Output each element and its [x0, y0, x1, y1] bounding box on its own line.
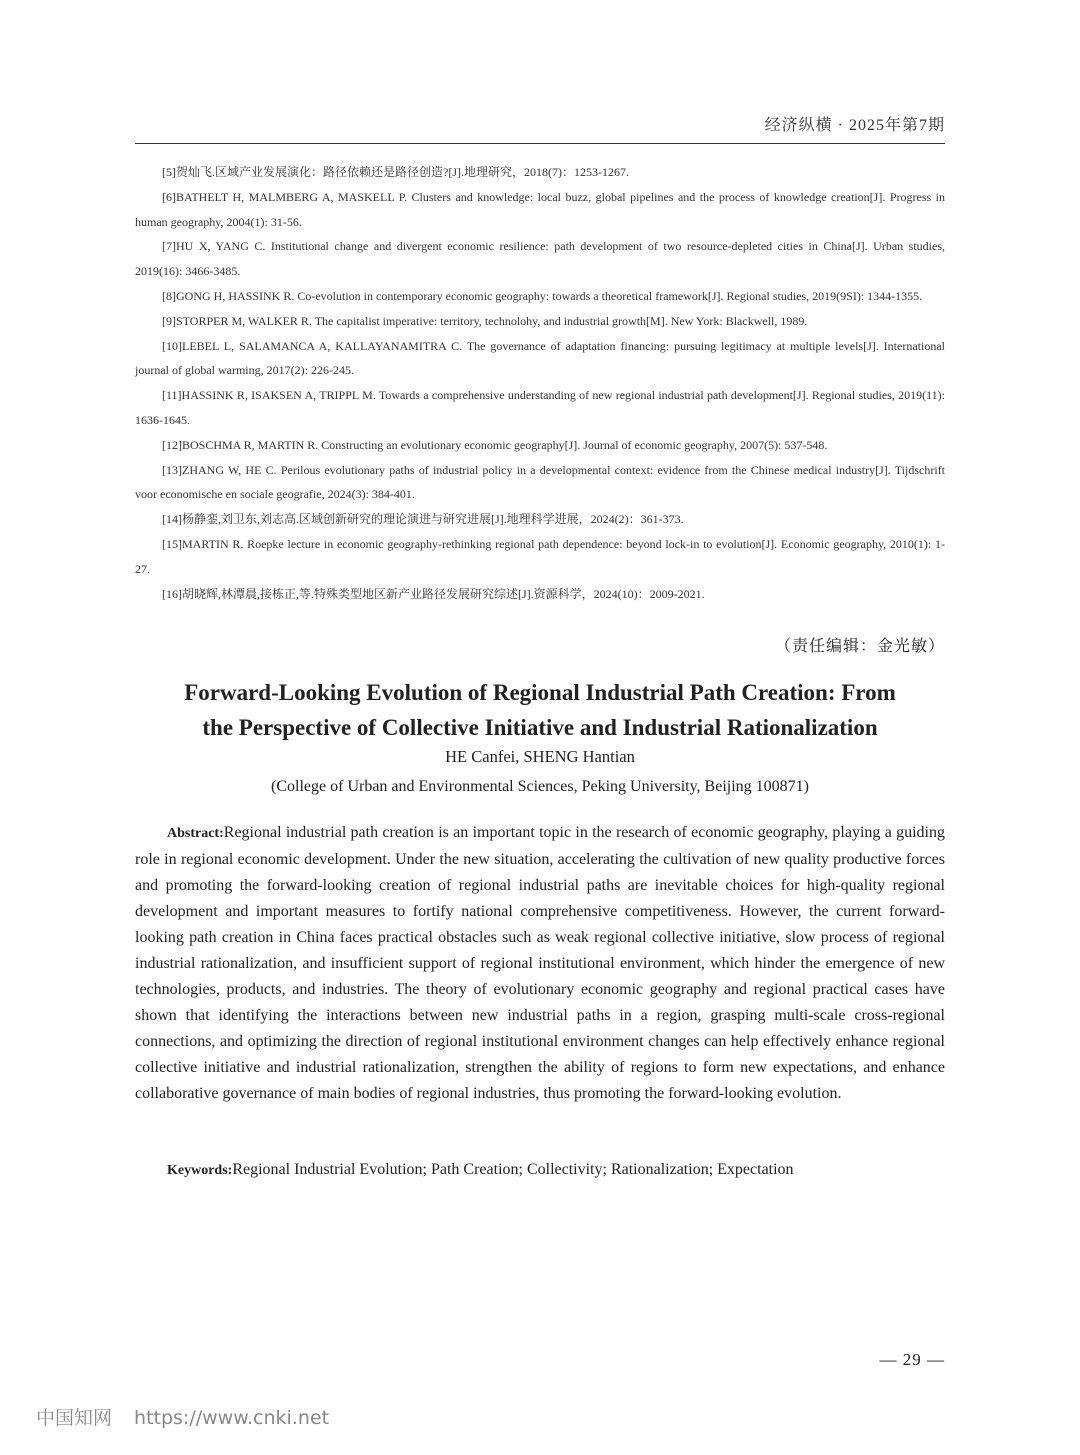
- reference-item: [5]贺灿飞.区域产业发展演化：路径依赖还是路径创造?[J].地理研究，2018(7)：1253-1267.: [162, 165, 629, 179]
- editor-note: （责任编辑：金光敏）: [774, 638, 945, 655]
- running-header: 经济纵横 · 2025年第7期: [764, 117, 945, 134]
- watermark-url: https://www.cnki.net: [134, 1407, 330, 1429]
- keywords-text: Regional Industrial Evolution; Path Creation; Collectivity; Rationalization; Expectation: [232, 1161, 794, 1178]
- title-line-2: the Perspective of Collective Initiative and Industrial Rationalization: [202, 715, 878, 740]
- keywords-label: Keywords:: [167, 1163, 233, 1178]
- reference-item: [11]HASSINK R, ISAKSEN A, TRIPPL M. Towards a comprehensive understanding of new regional industrial path development[J]. Regional studies, 2019(11): 1636-1645.: [135, 388, 945, 427]
- reference-item: [13]ZHANG W, HE C. Perilous evolutionary paths of industrial policy in a developmental context: evidence from the Chinese medical industry[J]. Tijdschrift voor economische en sociale geografie, 2024(3): 384-401.: [135, 462, 945, 502]
- reference-item: [6]BATHELT H, MALMBERG A, MASKELL P. Clusters and knowledge: local buzz, global pipelines and the process of knowledge creation[J]. Progress in human geography, 2004(1): 31-56.: [135, 189, 945, 229]
- abstract-text: Regional industrial path creation is an important topic in the research of economic geography, playing a guiding role in regional economic development. Under the new situation, accelerating the cultivation of new quality productive forces and promoting the forward-looking creation of regional industrial paths are inevitable choices for high-quality regional development and important measures to fortify national comprehensive competitiveness. However, the current forward-looking path creation in China faces practical obstacles such as weak regional collective initiative, slow process of regional industrial rationalization, and insufficient support of regional institutional environment, which hinder the emergence of new technologies, products, and industries. The theory of evolutionary economic geography and regional practical cases have shown that identifying the interactions between new industrial paths in a region, grasping multi-scale cross-regional connections, and optimizing the direction of regional institutional environment changes can help effectively enhance regional collective initiative and industrial rationalization, strengthen the ability of regions to form new expectations, and enhance collaborative governance of main bodies of regional industries, thus promoting the forward-looking evolution.: [135, 824, 945, 1102]
- article-title: [120, 675, 960, 745]
- reference-item: [14]杨静銮,刘卫东,刘志高.区域创新研究的理论演进与研究进展[J].地理科学进展，2024(2)：361-373.: [162, 512, 684, 527]
- watermark: [36, 1403, 329, 1430]
- reference-item: [10]LEBEL L, SALAMANCA A, KALLAYANAMITRA C. The governance of adaptation financing: pursuing legitimacy at multiple levels[J]. International journal of global warming, 2017(2): 226-245.: [135, 338, 945, 378]
- title-line-1: Forward-Looking Evolution of Regional Industrial Path Creation: From: [184, 680, 896, 705]
- watermark-brand: 中国知网: [36, 1407, 113, 1429]
- reference-item: [8]GONG H, HASSINK R. Co-evolution in contemporary economic geography: towards a theoretical framework[J]. Regional studies, 2019(9SI): 1344-1355.: [162, 288, 923, 303]
- reference-item: [9]STORPER M, WALKER R. The capitalist imperative: territory, technolohy, and industrial growth[M]. New York: Blackwell, 1989.: [162, 313, 808, 328]
- reference-item: [16]胡晓辉,林潭晨,接栋正,等.特殊类型地区新产业路径发展研究综述[J].资源科学，2024(10)：2009-2021.: [162, 586, 705, 601]
- header-divider: [135, 143, 945, 144]
- reference-item: [15]MARTIN R. Roepke lecture in economic geography-rethinking regional path dependence: beyond lock-in to evolution[J]. Economic geography, 2010(1): 1-27.: [135, 536, 945, 576]
- authors: HE Canfei, SHENG Hantian: [445, 747, 635, 766]
- keywords: [135, 1157, 945, 1184]
- page-number: — 29 —: [879, 1350, 945, 1369]
- reference-item: [12]BOSCHMA R, MARTIN R. Constructing an evolutionary economic geography[J]. Journal of economic geography, 2007(5): 537-548.: [162, 437, 828, 452]
- abstract-label: Abstract:: [167, 826, 224, 841]
- abstract: [135, 820, 945, 1107]
- affiliation: (College of Urban and Environmental Sciences, Peking University, Beijing 100871): [271, 778, 809, 795]
- reference-item: [7]HU X, YANG C. Institutional change and divergent economic resilience: path development of two resource-depleted cities in China[J]. Urban studies, 2019(16): 3466-3485.: [135, 239, 945, 279]
- reference-list: [135, 160, 945, 606]
